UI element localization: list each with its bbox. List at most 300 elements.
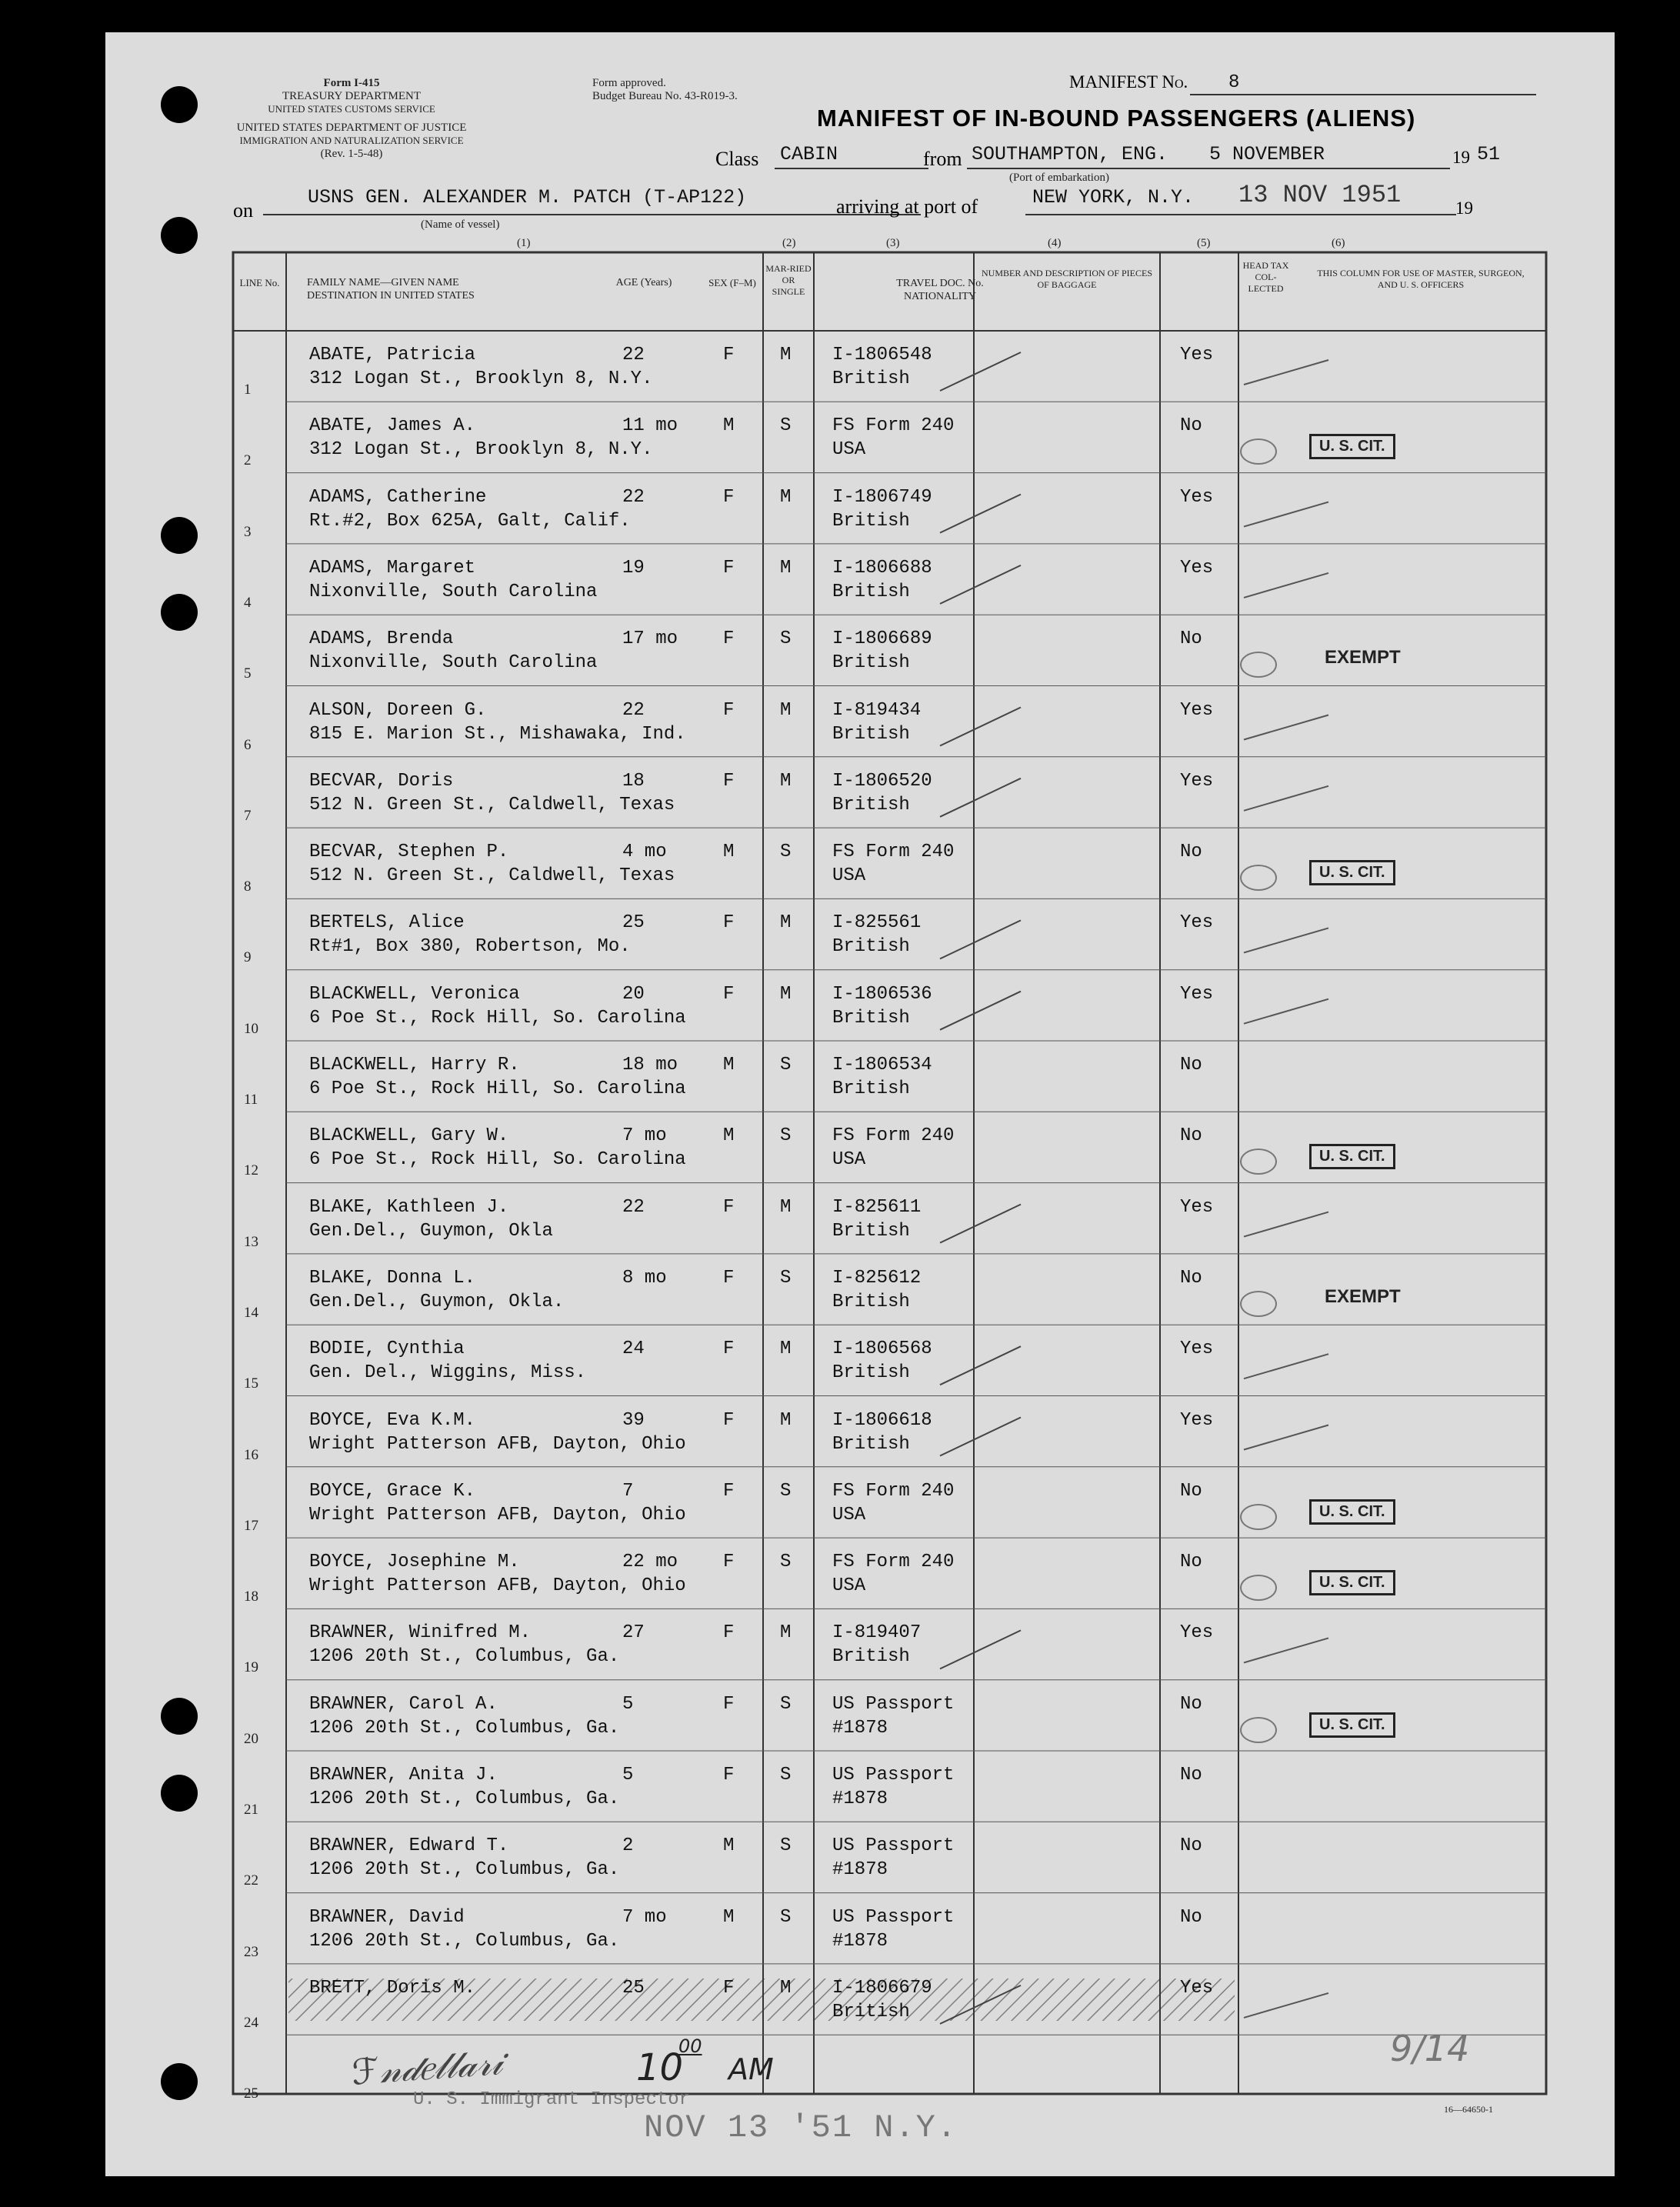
passenger-name: BRAWNER, Anita J. (309, 1765, 498, 1785)
passenger-name: ABATE, James A. (309, 415, 476, 437)
passenger-name: BLACKWELL, Harry R. (309, 1055, 520, 1075)
us-citizen-stamp: U. S. CIT. (1309, 1570, 1395, 1595)
passenger-age: 4 mo (622, 842, 667, 863)
head-tax: No (1180, 1906, 1202, 1928)
marital-status: M (780, 699, 792, 721)
nationality: USA (832, 1575, 866, 1597)
passenger-age: 22 (622, 345, 645, 365)
manifest-label: MANIFEST No. (1069, 72, 1188, 92)
passenger-sex: F (723, 1339, 735, 1360)
marital-status: M (780, 345, 792, 365)
passenger-sex: F (723, 912, 735, 934)
inspector-signature: ℱ𝓃𝒹𝑒𝓁𝓁𝒶𝓇𝒾 (350, 2041, 504, 2093)
head-tax: No (1180, 1267, 1202, 1289)
exempt-stamp: EXEMPT (1325, 1285, 1401, 1307)
passenger-age: 22 mo (622, 1552, 678, 1573)
us-citizen-stamp: U. S. CIT. (1309, 1144, 1395, 1169)
travel-document: I-1806534 (832, 1055, 932, 1075)
line-number: 17 (244, 1517, 258, 1534)
passenger-name: BOYCE, Josephine M. (309, 1552, 520, 1573)
destination-address: 312 Logan St., Brooklyn 8, N.Y. (309, 368, 653, 389)
arriving-label: arriving at port of (836, 195, 978, 218)
travel-document: I-1806568 (832, 1339, 932, 1360)
passenger-name: ABATE, Patricia (309, 345, 476, 365)
passenger-name: BRAWNER, David (309, 1906, 465, 1928)
destination-address: Gen. Del., Wiggins, Miss. (309, 1362, 587, 1384)
passenger-age: 25 (622, 912, 645, 934)
check-mark (1244, 928, 1328, 952)
check-mark (1244, 999, 1328, 1024)
head-tax: No (1180, 1125, 1202, 1147)
line-number: 11 (244, 1092, 258, 1108)
col-num-4: (4) (1048, 237, 1062, 249)
line-number: 5 (244, 665, 252, 682)
line-number: 23 (244, 1943, 258, 1960)
line-number: 12 (244, 1162, 258, 1179)
marital-status: M (780, 486, 792, 508)
check-mark (1244, 360, 1328, 385)
us-citizen-stamp: U. S. CIT. (1309, 1712, 1395, 1738)
travel-document: I-1806688 (832, 557, 932, 578)
head-tax: Yes (1180, 1622, 1214, 1644)
destination-address: 6 Poe St., Rock Hill, So. Carolina (309, 1007, 686, 1028)
passenger-sex: F (723, 699, 735, 721)
year-prefix: 19 (1452, 148, 1470, 167)
check-mark (940, 708, 1021, 746)
head-tax: Yes (1180, 1409, 1214, 1431)
travel-document: US Passport (832, 1693, 955, 1715)
marital-status: M (780, 557, 792, 578)
head-tax: Yes (1180, 486, 1214, 508)
passenger-age: 7 (622, 1480, 634, 1502)
on-label: on (233, 199, 253, 222)
passenger-sex: F (723, 1622, 735, 1644)
dept-justice: UNITED STATES DEPARTMENT OF JUSTICE (236, 122, 467, 134)
header-married: MAR-RIED OR SINGLE (765, 263, 812, 297)
marital-status: S (780, 1765, 792, 1785)
travel-document: FS Form 240 (832, 1125, 955, 1147)
passenger-name: ADAMS, Catherine (309, 486, 487, 508)
passenger-name: BODIE, Cynthia (309, 1339, 465, 1360)
marital-status: M (780, 1622, 792, 1644)
nationality: British (832, 936, 910, 958)
check-mark (940, 992, 1021, 1030)
nationality: British (832, 723, 910, 745)
nationality: USA (832, 1149, 866, 1171)
line-number: 18 (244, 1589, 258, 1605)
head-tax: No (1180, 628, 1202, 650)
passenger-age: 18 (622, 770, 645, 792)
manifest-page (105, 32, 1615, 2176)
passenger-sex: M (723, 1055, 735, 1075)
check-mark (1244, 1354, 1328, 1379)
nationality: British (832, 581, 910, 602)
passenger-sex: M (723, 1835, 735, 1857)
head-tax: Yes (1180, 1196, 1214, 1218)
officer-initial-mark (1240, 1575, 1277, 1601)
inspection-time-minutes: 00 (678, 2035, 702, 2057)
nationality: British (832, 1220, 910, 1242)
passenger-age: 22 (622, 486, 645, 508)
header-travel: TRAVEL DOC. No. NATIONALITY (896, 278, 984, 302)
vessel-note: (Name of vessel) (421, 218, 500, 231)
destination-address: Rt#1, Box 380, Robertson, Mo. (309, 936, 631, 958)
marital-status: S (780, 1552, 792, 1573)
passenger-name: BLACKWELL, Gary W. (309, 1125, 509, 1147)
marital-status: M (780, 912, 792, 934)
travel-document: I-1806618 (832, 1409, 932, 1431)
destination-address: 512 N. Green St., Caldwell, Texas (309, 794, 675, 815)
destination-address: 512 N. Green St., Caldwell, Texas (309, 865, 675, 887)
passenger-sex: F (723, 557, 735, 578)
nationality: British (832, 1291, 910, 1312)
destination-address: Nixonville, South Carolina (309, 652, 598, 674)
destination-address: Nixonville, South Carolina (309, 581, 598, 602)
embarkation-note: (Port of embarkation) (1009, 172, 1109, 184)
passenger-age: 18 mo (622, 1055, 678, 1075)
passenger-sex: F (723, 1480, 735, 1502)
passenger-age: 22 (622, 699, 645, 721)
travel-document: I-825561 (832, 912, 922, 934)
head-tax: Yes (1180, 699, 1214, 721)
officer-initial-mark (1240, 1504, 1277, 1530)
check-mark (940, 778, 1021, 817)
head-tax: Yes (1180, 770, 1214, 792)
marital-status: S (780, 842, 792, 863)
passenger-age: 7 mo (622, 1125, 667, 1147)
year-value: 51 (1477, 143, 1501, 165)
passenger-age: 7 mo (622, 1906, 667, 1928)
page-mark: 9/14 (1390, 2028, 1470, 2069)
line-number: 6 (244, 736, 252, 753)
check-mark (940, 1630, 1021, 1669)
head-tax: Yes (1180, 983, 1214, 1005)
arrival-date-stamp: 13 NOV 1951 (1238, 181, 1402, 209)
us-citizen-stamp: U. S. CIT. (1309, 1499, 1395, 1525)
nationality: British (832, 794, 910, 815)
header-destination: DESTINATION IN UNITED STATES (307, 290, 475, 302)
exempt-stamp: EXEMPT (1325, 647, 1401, 668)
nationality: British (832, 652, 910, 674)
nationality: British (832, 1078, 910, 1099)
passenger-sex: F (723, 983, 735, 1005)
inspection-ampm: AM (728, 2052, 774, 2086)
head-tax: No (1180, 842, 1202, 863)
nationality: British (832, 1646, 910, 1668)
line-number: 25 (244, 2085, 258, 2102)
arrival-port: NEW YORK, N.Y. (1032, 186, 1195, 208)
travel-document: FS Form 240 (832, 1480, 955, 1502)
marital-status: S (780, 1055, 792, 1075)
passenger-age: 5 (622, 1765, 634, 1785)
officer-initial-mark (1240, 865, 1277, 891)
travel-document: I-1806679 (832, 1977, 932, 1999)
passenger-sex: M (723, 842, 735, 863)
marital-status: M (780, 1409, 792, 1431)
officer-initial-mark (1240, 1717, 1277, 1743)
passenger-sex: M (723, 1906, 735, 1928)
passenger-name: BLAKE, Kathleen J. (309, 1196, 509, 1218)
check-mark (1244, 1425, 1328, 1450)
marital-status: S (780, 415, 792, 437)
travel-document: I-1806548 (832, 345, 932, 365)
destination-address: 1206 20th St., Columbus, Ga. (309, 1717, 620, 1739)
passenger-age: 27 (622, 1622, 645, 1644)
nationality: #1878 (832, 1859, 888, 1881)
destination-address: Wright Patterson AFB, Dayton, Ohio (309, 1433, 686, 1455)
travel-document: I-819407 (832, 1622, 922, 1644)
destination-address: 1206 20th St., Columbus, Ga. (309, 1646, 620, 1668)
travel-document: I-1806520 (832, 770, 932, 792)
check-mark (940, 920, 1021, 958)
col-num-3: (3) (886, 237, 900, 249)
check-mark (940, 495, 1021, 533)
header-name: FAMILY NAME—GIVEN NAME (307, 277, 459, 288)
nationality: USA (832, 1504, 866, 1525)
dept-treasury: TREASURY DEPARTMENT (282, 90, 422, 102)
line-number: 3 (244, 523, 252, 540)
destination-address: 815 E. Marion St., Mishawaka, Ind. (309, 723, 686, 745)
line-number: 14 (244, 1304, 258, 1321)
passenger-sex: F (723, 1977, 735, 1999)
passenger-age: 39 (622, 1409, 645, 1431)
check-mark (940, 1346, 1021, 1385)
passenger-name: BRAWNER, Winifred M. (309, 1622, 532, 1644)
passenger-sex: F (723, 1552, 735, 1573)
col-num-5: (5) (1197, 237, 1211, 249)
head-tax: No (1180, 1835, 1202, 1857)
head-tax: Yes (1180, 1977, 1214, 1999)
head-tax: No (1180, 1480, 1202, 1502)
travel-document: I-819434 (832, 699, 922, 721)
check-mark (1244, 715, 1328, 740)
passenger-name: BOYCE, Eva K.M. (309, 1409, 476, 1431)
destination-address: 1206 20th St., Columbus, Ga. (309, 1789, 620, 1809)
check-mark (1244, 1638, 1328, 1662)
marital-status: S (780, 1480, 792, 1502)
line-number: 2 (244, 452, 252, 469)
passenger-name: BLAKE, Donna L. (309, 1267, 476, 1289)
line-number: 15 (244, 1375, 258, 1392)
passenger-sex: F (723, 486, 735, 508)
passenger-name: ADAMS, Margaret (309, 557, 476, 578)
line-number: 24 (244, 2014, 258, 2031)
line-number: 19 (244, 1659, 258, 1676)
nationality: #1878 (832, 1717, 888, 1739)
head-tax: No (1180, 1552, 1202, 1573)
check-mark (940, 352, 1021, 391)
marital-status: S (780, 1125, 792, 1147)
passenger-sex: F (723, 1765, 735, 1785)
passenger-name: BECVAR, Doris (309, 770, 454, 792)
dept-ins: IMMIGRATION AND NATURALIZATION SERVICE (239, 135, 464, 146)
travel-document: FS Form 240 (832, 842, 955, 863)
embarkation-port: SOUTHAMPTON, ENG. (972, 143, 1168, 165)
check-mark (940, 565, 1021, 604)
embarkation-date: 5 NOVEMBER (1209, 143, 1325, 165)
destination-address: 6 Poe St., Rock Hill, So. Carolina (309, 1149, 686, 1171)
marital-status: S (780, 1267, 792, 1289)
travel-document: I-1806689 (832, 628, 932, 650)
line-number: 21 (244, 1802, 258, 1818)
destination-address: Wright Patterson AFB, Dayton, Ohio (309, 1504, 686, 1525)
dept-customs: UNITED STATES CUSTOMS SERVICE (268, 103, 435, 115)
travel-document: I-1806536 (832, 983, 932, 1005)
col-num-1: (1) (517, 237, 531, 249)
nationality: #1878 (832, 1930, 888, 1952)
passenger-age: 24 (622, 1339, 645, 1360)
line-number: 9 (244, 949, 252, 966)
passenger-age: 2 (622, 1835, 634, 1857)
destination-address: 1206 20th St., Columbus, Ga. (309, 1859, 620, 1881)
passenger-name: BRAWNER, Carol A. (309, 1693, 498, 1715)
line-number: 20 (244, 1730, 258, 1747)
marital-status: M (780, 770, 792, 792)
passenger-sex: F (723, 628, 735, 650)
passenger-name: BRAWNER, Edward T. (309, 1835, 509, 1857)
header-age: AGE (Years) (615, 277, 672, 288)
passenger-sex: F (723, 1267, 735, 1289)
travel-document: US Passport (832, 1835, 955, 1857)
destination-address: 1206 20th St., Columbus, Ga. (309, 1930, 620, 1952)
check-mark (1244, 1993, 1328, 2018)
from-label: from (923, 148, 962, 170)
header-headtax: HEAD TAX COL-LECTED (1242, 260, 1289, 294)
passenger-name: ALSON, Doreen G. (309, 699, 487, 721)
marital-status: S (780, 628, 792, 650)
class-value: CABIN (780, 143, 838, 165)
year-prefix-arrival: 19 (1455, 198, 1473, 218)
marital-status: M (780, 983, 792, 1005)
destination-address: Gen.Del., Guymon, Okla. (309, 1291, 565, 1312)
passenger-name: BOYCE, Grace K. (309, 1480, 476, 1502)
nationality: #1878 (832, 1789, 888, 1809)
head-tax: No (1180, 415, 1202, 437)
marital-status: M (780, 1196, 792, 1218)
inspection-time: 10 (636, 2046, 684, 2089)
nationality: British (832, 1362, 910, 1384)
line-number: 10 (244, 1020, 258, 1037)
passenger-sex: F (723, 1196, 735, 1218)
line-number: 4 (244, 594, 252, 611)
document-title: MANIFEST OF IN-BOUND PASSENGERS (ALIENS) (817, 105, 1416, 132)
passenger-sex: F (723, 770, 735, 792)
destination-address: Gen.Del., Guymon, Okla (309, 1220, 553, 1242)
header-officers: THIS COLUMN FOR USE OF MASTER, SURGEON, AND U. S. OFFICERS (1317, 268, 1525, 290)
class-label: Class (715, 148, 759, 170)
travel-document: I-825612 (832, 1267, 922, 1289)
officer-initial-mark (1240, 1291, 1277, 1317)
line-number: 13 (244, 1233, 258, 1250)
head-tax: No (1180, 1765, 1202, 1785)
check-mark (940, 1205, 1021, 1243)
destination-address: Wright Patterson AFB, Dayton, Ohio (309, 1575, 686, 1597)
head-tax: Yes (1180, 345, 1214, 365)
head-tax: No (1180, 1055, 1202, 1075)
passenger-sex: F (723, 345, 735, 365)
line-number: 1 (244, 382, 252, 398)
destination-address: 312 Logan St., Brooklyn 8, N.Y. (309, 439, 653, 461)
passenger-sex: M (723, 1125, 735, 1147)
travel-document: FS Form 240 (832, 415, 955, 437)
destination-address: Rt.#2, Box 625A, Galt, Calif. (309, 510, 631, 532)
nationality: British (832, 2001, 910, 2022)
head-tax: Yes (1180, 1339, 1214, 1360)
col-num-2: (2) (782, 237, 796, 249)
check-mark (1244, 502, 1328, 527)
passenger-name: BLACKWELL, Veronica (309, 983, 520, 1005)
line-number: 16 (244, 1446, 258, 1463)
passenger-age: 5 (622, 1693, 634, 1715)
travel-document: US Passport (832, 1765, 955, 1785)
passenger-age: 8 mo (622, 1267, 667, 1289)
passenger-name: BERTELS, Alice (309, 912, 465, 934)
passenger-age: 20 (622, 983, 645, 1005)
form-number: Form I-415 (323, 77, 380, 89)
travel-document: I-825611 (832, 1196, 922, 1218)
marital-status: S (780, 1906, 792, 1928)
passenger-age: 11 mo (622, 415, 678, 437)
nationality: British (832, 1433, 910, 1455)
nationality: USA (832, 865, 866, 887)
passenger-age: 17 mo (622, 628, 678, 650)
form-revision: (Rev. 1-5-48) (320, 148, 383, 160)
travel-document: US Passport (832, 1906, 955, 1928)
marital-status: S (780, 1835, 792, 1857)
budget-bureau: Budget Bureau No. 43-R019-3. (592, 90, 738, 102)
passenger-age: 22 (622, 1196, 645, 1218)
check-mark (1244, 573, 1328, 598)
check-mark (1244, 786, 1328, 811)
passenger-name: BRETT, Doris M. (309, 1977, 476, 1999)
inspector-label: U. S. Immigrant Inspector (413, 2089, 691, 2110)
marital-status: M (780, 1977, 792, 1999)
officer-initial-mark (1240, 652, 1277, 678)
destination-address: 6 Poe St., Rock Hill, So. Carolina (309, 1078, 686, 1099)
nationality: British (832, 368, 910, 389)
line-number: 7 (244, 807, 252, 824)
nationality: British (832, 510, 910, 532)
travel-document: FS Form 240 (832, 1552, 955, 1573)
passenger-age: 25 (622, 1977, 645, 1999)
marital-status: S (780, 1693, 792, 1715)
form-approved: Form approved. (592, 77, 666, 89)
vessel-name: USNS GEN. ALEXANDER M. PATCH (T-AP122) (308, 186, 747, 208)
col-num-6: (6) (1332, 237, 1345, 249)
travel-document: I-1806749 (832, 486, 932, 508)
nationality: USA (832, 439, 866, 461)
passenger-name: BECVAR, Stephen P. (309, 842, 509, 863)
us-citizen-stamp: U. S. CIT. (1309, 860, 1395, 885)
line-number: 8 (244, 878, 252, 895)
check-mark (1244, 1212, 1328, 1237)
passenger-sex: M (723, 415, 735, 437)
passenger-age: 19 (622, 557, 645, 578)
head-tax: Yes (1180, 557, 1214, 578)
line-number: 22 (244, 1872, 258, 1889)
manifest-number: 8 (1228, 72, 1240, 93)
check-mark (940, 1418, 1021, 1456)
head-tax: Yes (1180, 912, 1214, 934)
passenger-name: ADAMS, Brenda (309, 628, 454, 650)
header-baggage: NUMBER AND DESCRIPTION OF PIECES OF BAGGAGE (981, 268, 1153, 290)
passenger-sex: F (723, 1693, 735, 1715)
marital-status: M (780, 1339, 792, 1360)
head-tax: No (1180, 1693, 1202, 1715)
nationality: British (832, 1007, 910, 1028)
footer-code: 16—64650-1 (1444, 2104, 1493, 2115)
inspection-date-stamp: NOV 13 '51 N.Y. (644, 2109, 958, 2146)
